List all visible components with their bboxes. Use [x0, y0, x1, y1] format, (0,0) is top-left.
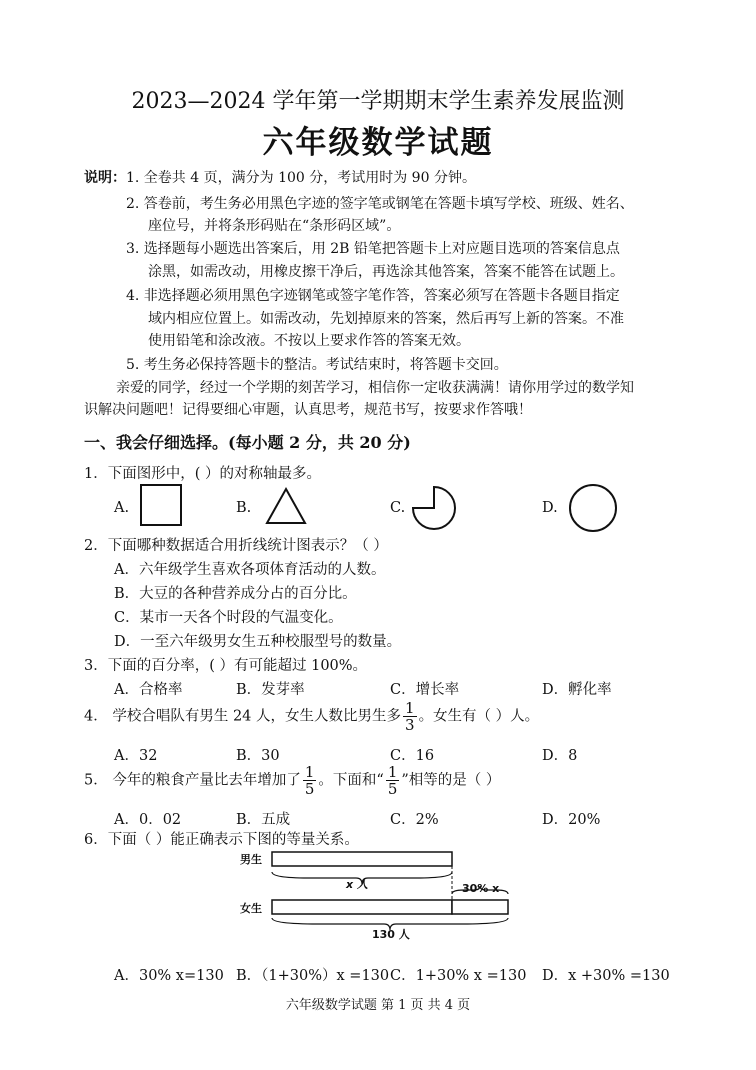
- exam-header-title: 2023—2024 学年第一学期期末学生素养发展监测: [131, 89, 625, 114]
- question-4-stem: [84, 700, 539, 733]
- fraction-denominator: 5: [304, 780, 315, 798]
- q5-option: B．五成: [236, 812, 291, 828]
- q1-option-label: C.: [390, 500, 406, 516]
- question-3-stem: 3．下面的百分率，( ）有可能超过 100%。: [84, 658, 368, 674]
- q2-option: C．某市一天各个时段的气温变化。: [114, 610, 343, 626]
- page-footer: 六年级数学试题 第 1 页 共 4 页: [285, 998, 471, 1013]
- q6-option: C．1+30% x =130: [390, 968, 527, 984]
- q5-stem-part: 。下面和“: [318, 772, 384, 789]
- fraction-one-third: [403, 700, 417, 733]
- fraction-numerator: 1: [405, 699, 415, 717]
- note-line: 涂黑，如需改动，用橡皮擦干净后，再选涂其他答案，答案不能答在试题上。: [148, 264, 624, 280]
- q4-stem-part: 。女生有（ ）人。: [418, 708, 540, 725]
- fraction-one-fifth: [303, 764, 317, 797]
- note-line: 使用铅笔和涂改液。不按以上要求作答的答案无效。: [148, 333, 470, 349]
- line-segment-diagram: [268, 846, 518, 942]
- greeting-line: 亲爱的同学，经过一个学期的刻苦学习，相信你一定收获满满！请你用学过的数学知: [116, 380, 634, 396]
- x-people-label: x 人: [346, 878, 368, 891]
- boys-label: 男生: [240, 853, 262, 866]
- q1-option-label: B.: [236, 500, 252, 516]
- note-line: 2. 答卷前，考生务必用黑色字迹的签字笔或钢笔在答题卡填写学校、班级、姓名、: [126, 196, 634, 212]
- fraction-one-fifth: [386, 764, 400, 797]
- note-line: 5. 考生务必保持答题卡的整洁。考试结束时，将答题卡交回。: [126, 357, 508, 373]
- note-line: 座位号，并将条形码贴在“条形码区域”。: [148, 218, 401, 234]
- girls-label: 女生: [240, 902, 262, 915]
- note-line: 4. 非选择题必须用黑色字迹钢笔或签字笔作答，答案必须写在答题卡各题目指定: [126, 288, 620, 304]
- q3-option: B．发芽率: [236, 682, 305, 698]
- q5-option: A．0．02: [114, 812, 182, 828]
- note-line: 域内相应位置上。如需改动，先划掉原来的答案，然后再写上新的答案。不准: [148, 311, 624, 327]
- question-5-stem: [84, 764, 500, 797]
- exam-subject-title: 六年级数学试题: [262, 125, 494, 161]
- note-line: 1. 全卷共 4 页，满分为 100 分，考试用时为 90 分钟。: [126, 170, 476, 186]
- section-title: 一、我会仔细选择。(每小题 2 分，共 20 分): [84, 433, 411, 452]
- q2-option: B．大豆的各种营养成分占的百分比。: [114, 586, 357, 602]
- q4-stem-part: 4． 学校合唱队有男生 24 人，女生人数比男生多: [84, 708, 402, 725]
- triangle-shape: [264, 486, 308, 526]
- circle-shape: [567, 482, 619, 534]
- notes-label: 说明：: [84, 170, 126, 186]
- total-130-label: 130 人: [372, 928, 410, 941]
- q1-option-label: A.: [114, 500, 130, 516]
- greeting-line: 识解决问题吧！记得要细心审题，认真思考，规范书写，按要求作答哦！: [84, 402, 532, 418]
- note-line: 3. 选择题每小题选出答案后，用 2B 铅笔把答题卡上对应题目选项的答案信息点: [126, 241, 620, 257]
- three-quarter-circle-shape: [410, 484, 458, 532]
- q6-option: D．x +30% =130: [542, 968, 670, 984]
- fraction-numerator: 1: [304, 763, 315, 781]
- question-2-stem: 2．下面哪种数据适合用折线统计图表示？（ ）: [84, 538, 388, 554]
- q4-option: D．8: [542, 748, 578, 764]
- q2-option: A．六年级学生喜欢各项体育活动的人数。: [114, 562, 386, 578]
- question-1-stem: 1．下面图形中，( ）的对称轴最多。: [84, 466, 321, 482]
- q5-option: D．20%: [542, 812, 601, 828]
- q3-option: D．孵化率: [542, 682, 612, 698]
- q5-option: C．2%: [390, 812, 439, 828]
- q2-option: D．一至六年级男女生五种校服型号的数量。: [114, 634, 402, 650]
- fraction-numerator: 1: [387, 763, 398, 781]
- q5-stem-part: ”相等的是（ ）: [401, 772, 501, 789]
- q4-option: B．30: [236, 748, 280, 764]
- fraction-denominator: 5: [387, 780, 398, 798]
- fraction-denominator: 3: [405, 716, 415, 734]
- q4-option: C．16: [390, 748, 435, 764]
- q4-option: A．32: [114, 748, 158, 764]
- q6-option: B．（1+30%）x =130: [236, 968, 390, 984]
- q6-option: A．30% x=130: [114, 968, 224, 984]
- q3-option: A．合格率: [114, 682, 183, 698]
- q5-stem-part: 5． 今年的粮食产量比去年增加了: [84, 772, 301, 789]
- question-6-stem: 6．下面（ ）能正确表示下图的等量关系。: [84, 832, 359, 848]
- thirty-percent-x-label: 30% x: [462, 882, 500, 895]
- q3-option: C．增长率: [390, 682, 460, 698]
- q1-option-label: D.: [542, 500, 558, 516]
- square-shape: [140, 484, 182, 526]
